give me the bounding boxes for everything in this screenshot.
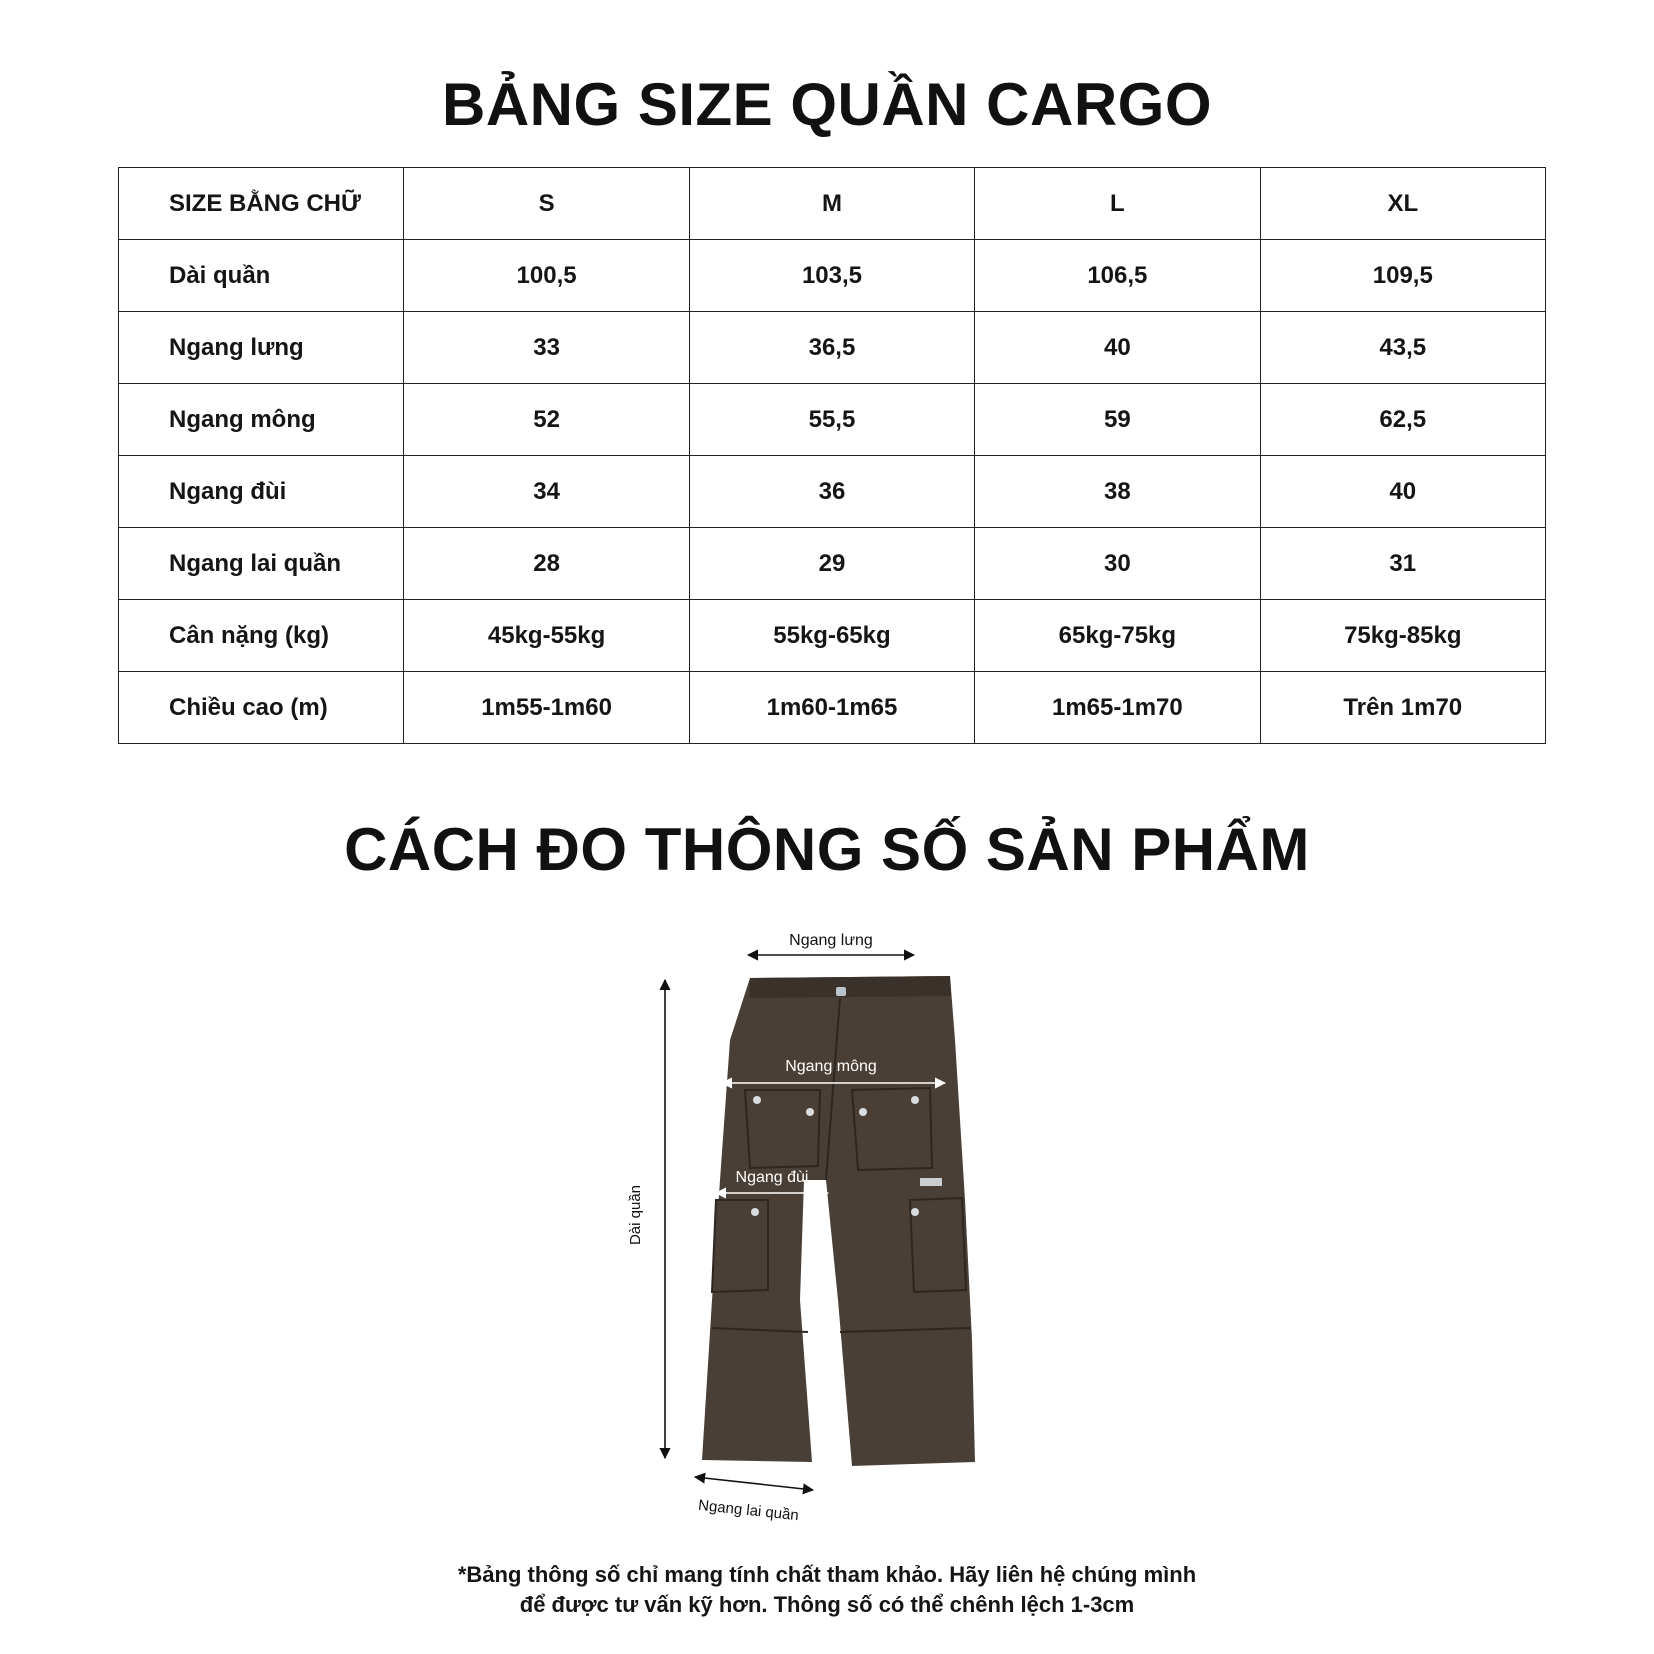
- disclaimer-note: [0, 1560, 1654, 1620]
- table-cell: 43,5: [1260, 312, 1545, 384]
- table-header-cell: S: [404, 168, 689, 240]
- table-row-label: Ngang đùi: [119, 456, 404, 528]
- table-cell: 36,5: [689, 312, 974, 384]
- table-header-cell: XL: [1260, 168, 1545, 240]
- table-cell: 36: [689, 456, 974, 528]
- table-cell: 40: [1260, 456, 1545, 528]
- table-cell: 59: [975, 384, 1260, 456]
- table-cell: 103,5: [689, 240, 974, 312]
- table-cell: 38: [975, 456, 1260, 528]
- table-row-label: Ngang mông: [119, 384, 404, 456]
- table-header-cell: L: [975, 168, 1260, 240]
- pocket-snap: [751, 1208, 759, 1216]
- table-cell: 45kg-55kg: [404, 600, 689, 672]
- table-cell: 29: [689, 528, 974, 600]
- disclaimer-line-1: *Bảng thông số chỉ mang tính chất tham khảo. Hãy liên hệ chúng mình: [457, 1562, 1197, 1587]
- table-cell: 55kg-65kg: [689, 600, 974, 672]
- front-pocket-right: [852, 1088, 932, 1170]
- hip-label: Ngang mông: [785, 1058, 877, 1075]
- table-cell: Trên 1m70: [1260, 672, 1545, 744]
- pocket-snap: [911, 1208, 919, 1216]
- table-row-label: Ngang lai quần: [119, 528, 404, 600]
- brand-tag: [920, 1178, 942, 1186]
- table-cell: 52: [404, 384, 689, 456]
- pocket-snap: [806, 1108, 814, 1116]
- pocket-snap: [911, 1096, 919, 1104]
- pocket-snap: [859, 1108, 867, 1116]
- table-row-label: Cân nặng (kg): [119, 600, 404, 672]
- table-header-cell: SIZE BẰNG CHỮ: [119, 168, 404, 240]
- thigh-label: Ngang đùi: [735, 1169, 809, 1186]
- table-row-label: Dài quần: [119, 240, 404, 312]
- table-cell: 1m60-1m65: [689, 672, 974, 744]
- table-row-label: Ngang lưng: [119, 312, 404, 384]
- hem-label: Ngang lai quần: [697, 1496, 800, 1525]
- pocket-snap: [753, 1096, 761, 1104]
- table-cell: 65kg-75kg: [975, 600, 1260, 672]
- table-cell: 34: [404, 456, 689, 528]
- table-cell: 31: [1260, 528, 1545, 600]
- table-cell: 1m55-1m60: [404, 672, 689, 744]
- cargo-pants-illustration: [702, 976, 975, 1466]
- table-cell: 75kg-85kg: [1260, 600, 1545, 672]
- table-cell: 55,5: [689, 384, 974, 456]
- table-cell: 1m65-1m70: [975, 672, 1260, 744]
- size-chart-title: BẢNG SIZE QUẦN CARGO: [441, 71, 1213, 138]
- table-cell: 106,5: [975, 240, 1260, 312]
- hem-arrow: [695, 1477, 813, 1490]
- waist-label: Ngang lưng: [789, 932, 873, 949]
- table-cell: 109,5: [1260, 240, 1545, 312]
- table-cell: 62,5: [1260, 384, 1545, 456]
- table-row-label: Chiều cao (m): [119, 672, 404, 744]
- waist-button: [836, 987, 846, 996]
- waistband: [749, 976, 951, 998]
- length-label: Dài quần: [627, 1184, 644, 1246]
- disclaimer-line-2: để được tư vấn kỹ hơn. Thông số có thể chênh lệch 1-3cm: [519, 1592, 1135, 1617]
- table-cell: 28: [404, 528, 689, 600]
- side-pocket-left: [712, 1200, 768, 1292]
- table-cell: 30: [975, 528, 1260, 600]
- table-header-cell: M: [689, 168, 974, 240]
- table-cell: 100,5: [404, 240, 689, 312]
- measure-guide-title: CÁCH ĐO THÔNG SỐ SẢN PHẨM: [344, 816, 1310, 883]
- table-cell: 33: [404, 312, 689, 384]
- table-cell: 40: [975, 312, 1260, 384]
